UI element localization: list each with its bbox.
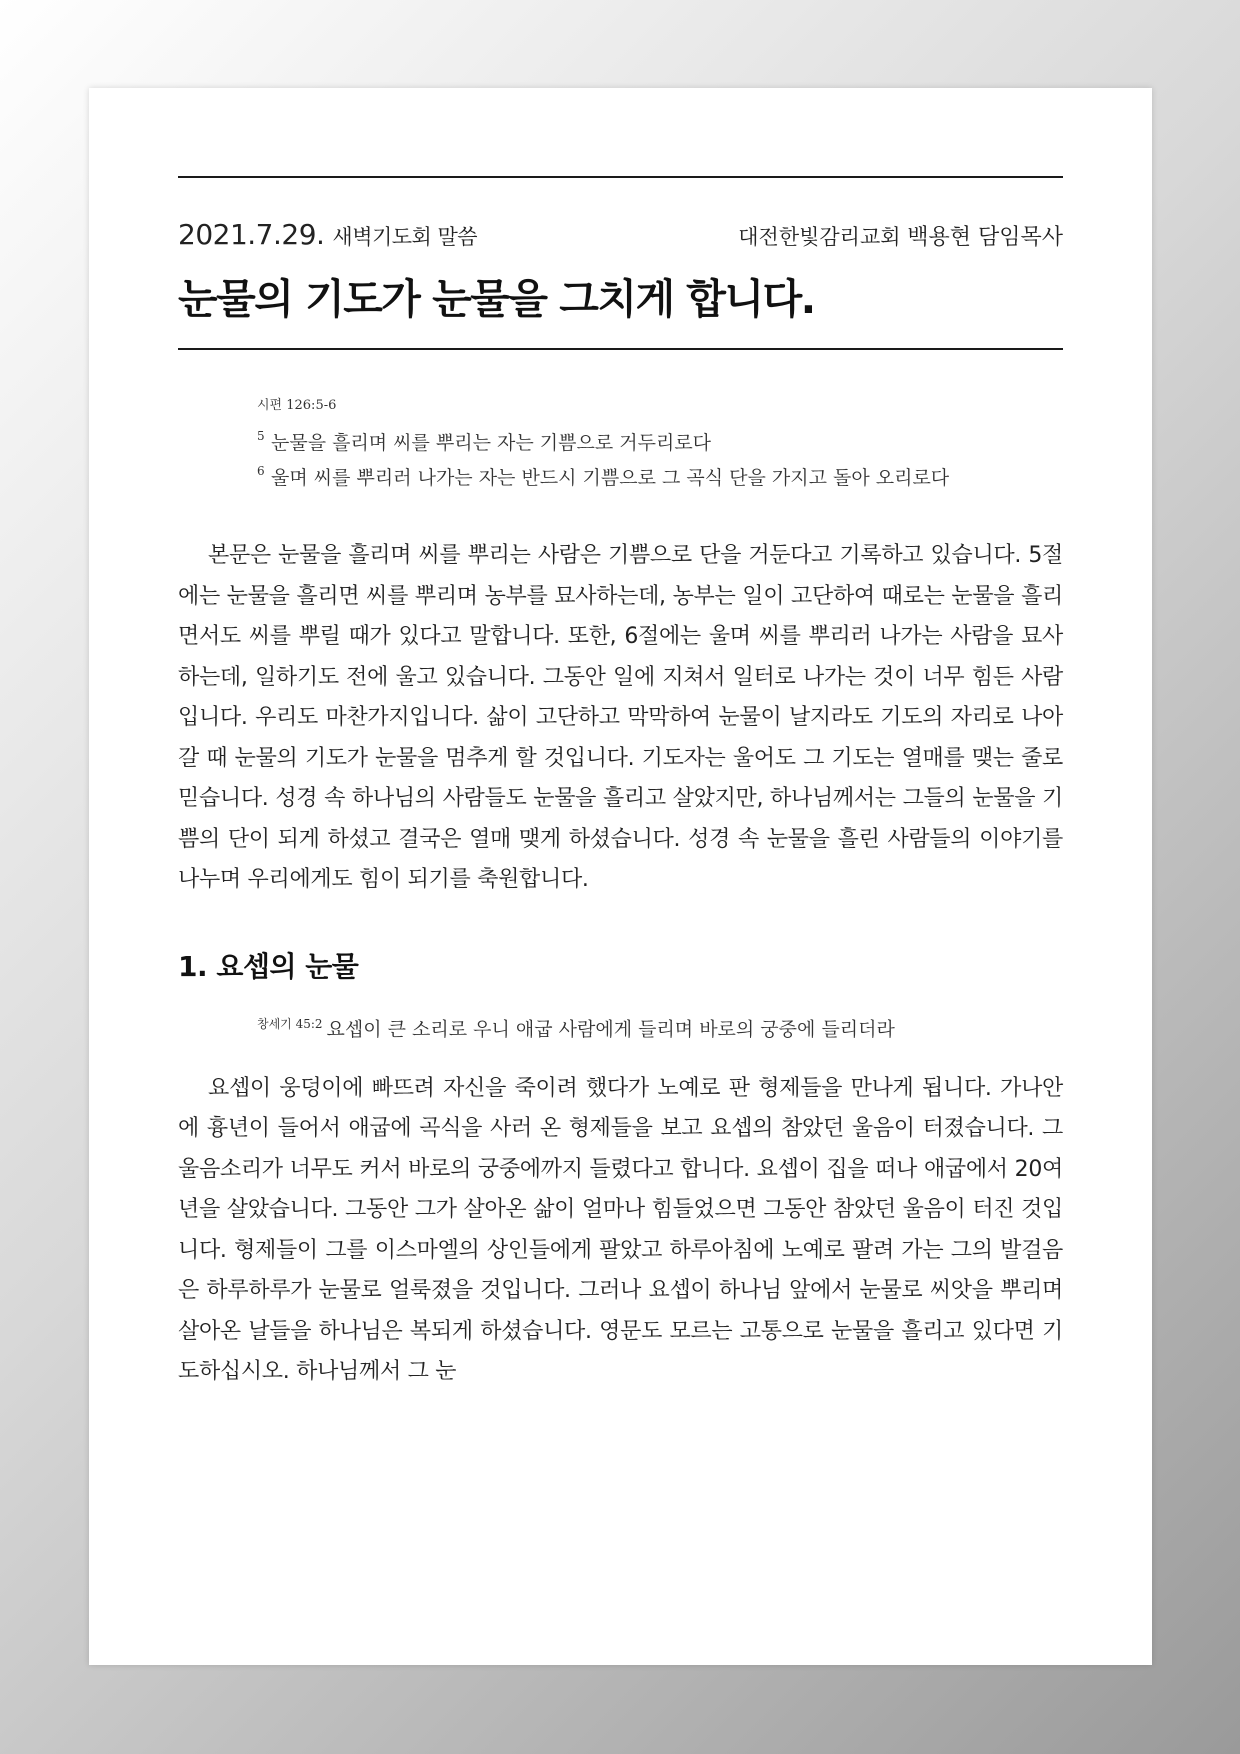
verse-number: 5 (257, 429, 265, 443)
scripture-reference: 시편 126:5-6 (257, 398, 337, 413)
section-paragraph: 요셉이 웅덩이에 빠뜨려 자신을 죽이려 했다가 노예로 판 형제들을 만나게 됩니다. 가나안에 흉년이 들어서 애굽에 곡식을 사러 온 형제들을 보고 요셉의 참았던 울음이 터졌습니다. 그 울음소리가 너무도 커서 바로의 궁중에까지 들렸다고 합니다. 요셉이 집을 떠나 애굽에서 20여 년을 살았습니다. 그동안 그가 살아온 삶이 얼마나 힘들었으면 그동안 참았던 울음이 터진 것입니다. 형제들이 그를 이스마엘의 상인들에게 팔았고 하루아침에 노예로 팔려 가는 그의 발걸음은 하루하루가 눈물로 얼룩졌을 것입니다. 그러나 요셉이 하나님 앞에서 눈물로 씨앗을 뿌리며 살아온 날들을 하나님은 복되게 하셨습니다. 영문도 모르는 고통으로 눈물을 흘리고 있다면 기도하십시오. 하나님께서 그 눈 (178, 1075, 1063, 1384)
sermon-title: 눈물의 기도가 눈물을 그치게 합니다. (178, 275, 815, 323)
document-page (89, 88, 1152, 1665)
scripture-verse (257, 461, 997, 496)
church-name: 대전한빛감리교회 (738, 225, 901, 249)
verse-number: 6 (257, 464, 265, 478)
section-verse-reference: 창세기 45:2 (257, 1016, 323, 1031)
page-content (178, 176, 1063, 1393)
section-verse-text: 요셉이 큰 소리로 우니 애굽 사람에게 들리며 바로의 궁중에 들리더라 (326, 1017, 895, 1040)
header-date-service (178, 218, 477, 251)
service-name: 새벽기도회 말씀 (332, 225, 478, 249)
intro-paragraph: 본문은 눈물을 흘리며 씨를 뿌리는 사람은 기쁨으로 단을 거둔다고 기록하고 있습니다. 5절에는 눈물을 흘리면 씨를 뿌리며 농부를 묘사하는데, 농부는 일이 고단하여 때로는 눈물을 흘리면서도 씨를 뿌릴 때가 있다고 말합니다. 또한, 6절에는 울며 씨를 뿌리러 나가는 사람을 묘사하는데, 일하기도 전에 울고 있습니다. 그동안 일에 지쳐서 일터로 나가는 것이 너무 힘든 사람입니다. 우리도 마찬가지입니다. 삶이 고단하고 막막하여 눈물이 날지라도 기도의 자리로 나아갈 때 눈물의 기도가 눈물을 멈추게 할 것입니다. 기도자는 울어도 그 기도는 열매를 맺는 줄로 믿습니다. 성경 속 하나님의 사람들도 눈물을 흘리고 살았지만, 하나님께서는 그들의 눈물을 기쁨의 단이 되게 하셨고 결국은 열매 맺게 하셨습니다. 성경 속 눈물을 흘린 사람들의 이야기를 나누며 우리에게도 힘이 되기를 축원합니다. (178, 543, 1063, 892)
section-heading: 1. 요셉의 눈물 (178, 949, 359, 983)
section-verse (257, 1009, 1063, 1039)
header-meta (178, 218, 1063, 252)
bottom-rule (178, 348, 1063, 350)
top-rule (178, 176, 1063, 178)
header-church-pastor (738, 220, 1063, 251)
sermon-date: 2021.7.29. (178, 218, 325, 251)
verse-text: 눈물을 흘리며 씨를 뿌리는 자는 기쁨으로 거두리로다 (271, 432, 712, 454)
scripture-verse (257, 426, 997, 461)
verse-text: 울며 씨를 뿌리러 나가는 자는 반드시 기쁨으로 그 곡식 단을 가지고 돌아 오리로다 (271, 467, 950, 489)
pastor-name: 백용현 담임목사 (907, 225, 1063, 250)
scripture-block (257, 396, 1063, 496)
